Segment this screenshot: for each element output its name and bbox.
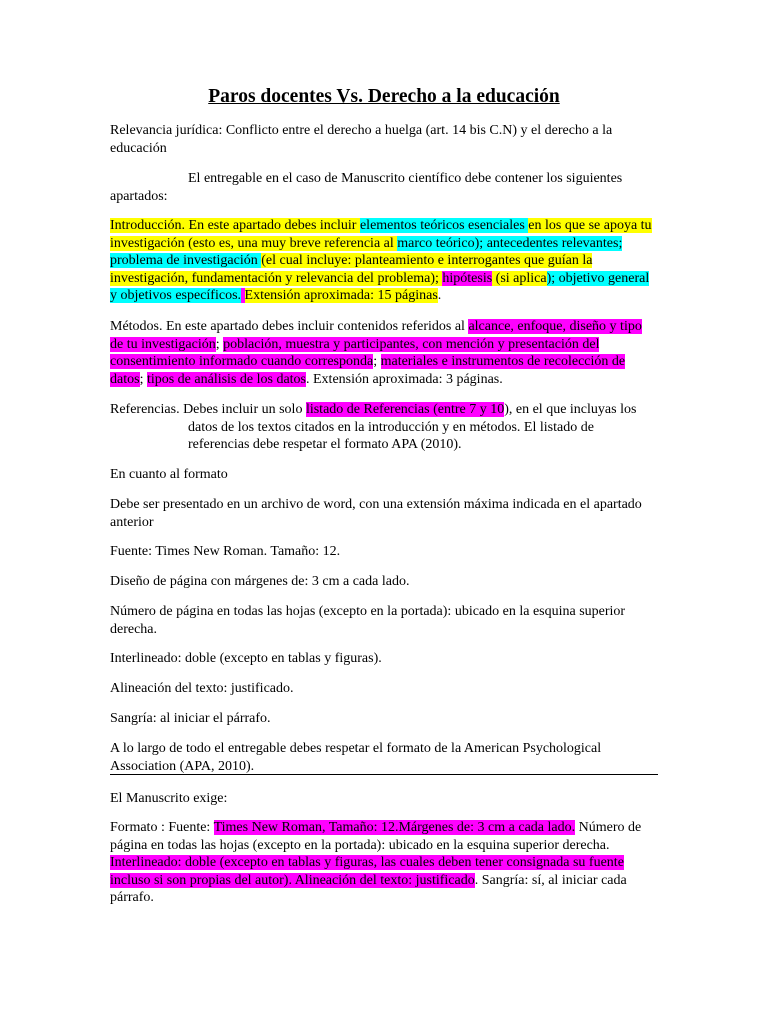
referencias-text-2: ), en el que incluyas los datos de los textos citados en la introducción y en métodos. El listado de referencias debe respetar el formato APA (2010). [188,402,637,452]
entregable-paragraph: El entregable en el caso de Manuscrito científico debe contener los siguientes apartados: [110,171,623,204]
metodos-sep-1: ; [215,336,224,352]
intro-highlight-marco: marco teórico [397,235,475,251]
formato-numero: Número de página en todas las hojas (excepto en la portada): ubicado en la esquina superior derecha. [110,604,626,637]
intro-highlight-antecedentes: ); antecedentes relevantes; problema de investigación [110,235,623,268]
referencias-paragraph [110,401,658,454]
manuscrito-text-2: Número de página en todas las hojas (excepto en la portada): ubicado en la esquina superior derecha. [110,820,642,853]
manuscrito-paragraph [110,819,658,907]
intro-text-2: en los que se apoya tu investigación (esto es, una muy breve referencia al [110,218,652,251]
referencias-text-1: Referencias. Debes incluir un solo [110,402,306,417]
metodos-sep-3: ; [139,371,147,387]
intro-text-1: Introducción. En este apartado debes incluir [110,218,360,233]
manuscrito-heading: El Manuscrito exige: [110,791,228,806]
metodos-highlight-materiales: materiales e instrumentos de recolección de datos [110,354,626,387]
intro-highlight-space [241,288,245,303]
intro-text-end: . [437,288,442,303]
metodos-sep-2: ; [373,354,381,369]
formato-fuente: Fuente: Times New Roman. Tamaño: 12. [110,544,341,559]
metodos-highlight-alcance: alcance, enfoque, diseño y tipo de tu investigación [110,319,642,352]
formato-apa: A lo largo de todo el entregable debes respetar el formato de la American Psychological Association (APA, 2010). [110,741,602,774]
formato-interlineado: Interlineado: doble (excepto en tablas y figuras). [110,651,382,666]
manuscrito-text-end: . Sangría: sí, al iniciar cada párrafo. [110,872,627,905]
intro-highlight-extension: Extensión aproximada: 15 páginas [244,288,438,303]
metodos-paragraph [110,318,658,388]
intro-text-4: (si aplica [492,270,547,286]
metodos-highlight-analisis: tipos de análisis de los datos [146,371,306,387]
document-title: Paros docentes Vs. Derecho a la educación [208,86,560,107]
intro-highlight-elementos: elementos teóricos esenciales [359,218,529,233]
manuscrito-highlight-interlineado: Interlineado: doble (excepto en tablas y figuras, las cuales deben tener consignada su fuente incluso si son propias del autor). Alineación del texto: justificado [110,855,624,888]
relevancia-paragraph: Relevancia jurídica: Conflicto entre el derecho a huelga (art. 14 bis C.N) y el derecho a la educación [110,123,613,156]
formato-margenes: Diseño de página con márgenes de: 3 cm a cada lado. [110,574,410,589]
formato-sangria: Sangría: al iniciar el párrafo. [110,711,271,726]
formato-word: Debe ser presentado en un archivo de word, con una extensión máxima indicada en el apartado anterior [110,497,642,530]
manuscrito-highlight-fuente: Times New Roman, Tamaño: 12.Márgenes de: 3 cm a cada lado. [213,820,576,835]
introduccion-paragraph [110,217,658,305]
horizontal-divider [110,774,658,775]
formato-alineacion: Alineación del texto: justificado. [110,681,294,696]
intro-highlight-hipotesis: hipótesis [442,270,493,286]
metodos-highlight-poblacion: población, muestra y participantes, con mención y presentación del consentimiento informado cuando corresponda [110,336,600,369]
referencias-highlight-listado: listado de Referencias (entre 7 y 10 [305,402,505,417]
manuscrito-text-1: Formato : Fuente: [110,820,214,835]
formato-heading: En cuanto al formato [110,467,228,482]
metodos-text-end: . Extensión aproximada: 3 páginas. [306,371,503,387]
intro-text-3: (el cual incluye: planteamiento e interrogantes que guían la investigación, fundamentación y relevancia del problema); [110,253,593,286]
metodos-text-1: Métodos. En este apartado debes incluir contenidos referidos al [110,319,469,334]
intro-highlight-objetivos: ); objetivo general y objetivos específicos. [110,270,650,303]
